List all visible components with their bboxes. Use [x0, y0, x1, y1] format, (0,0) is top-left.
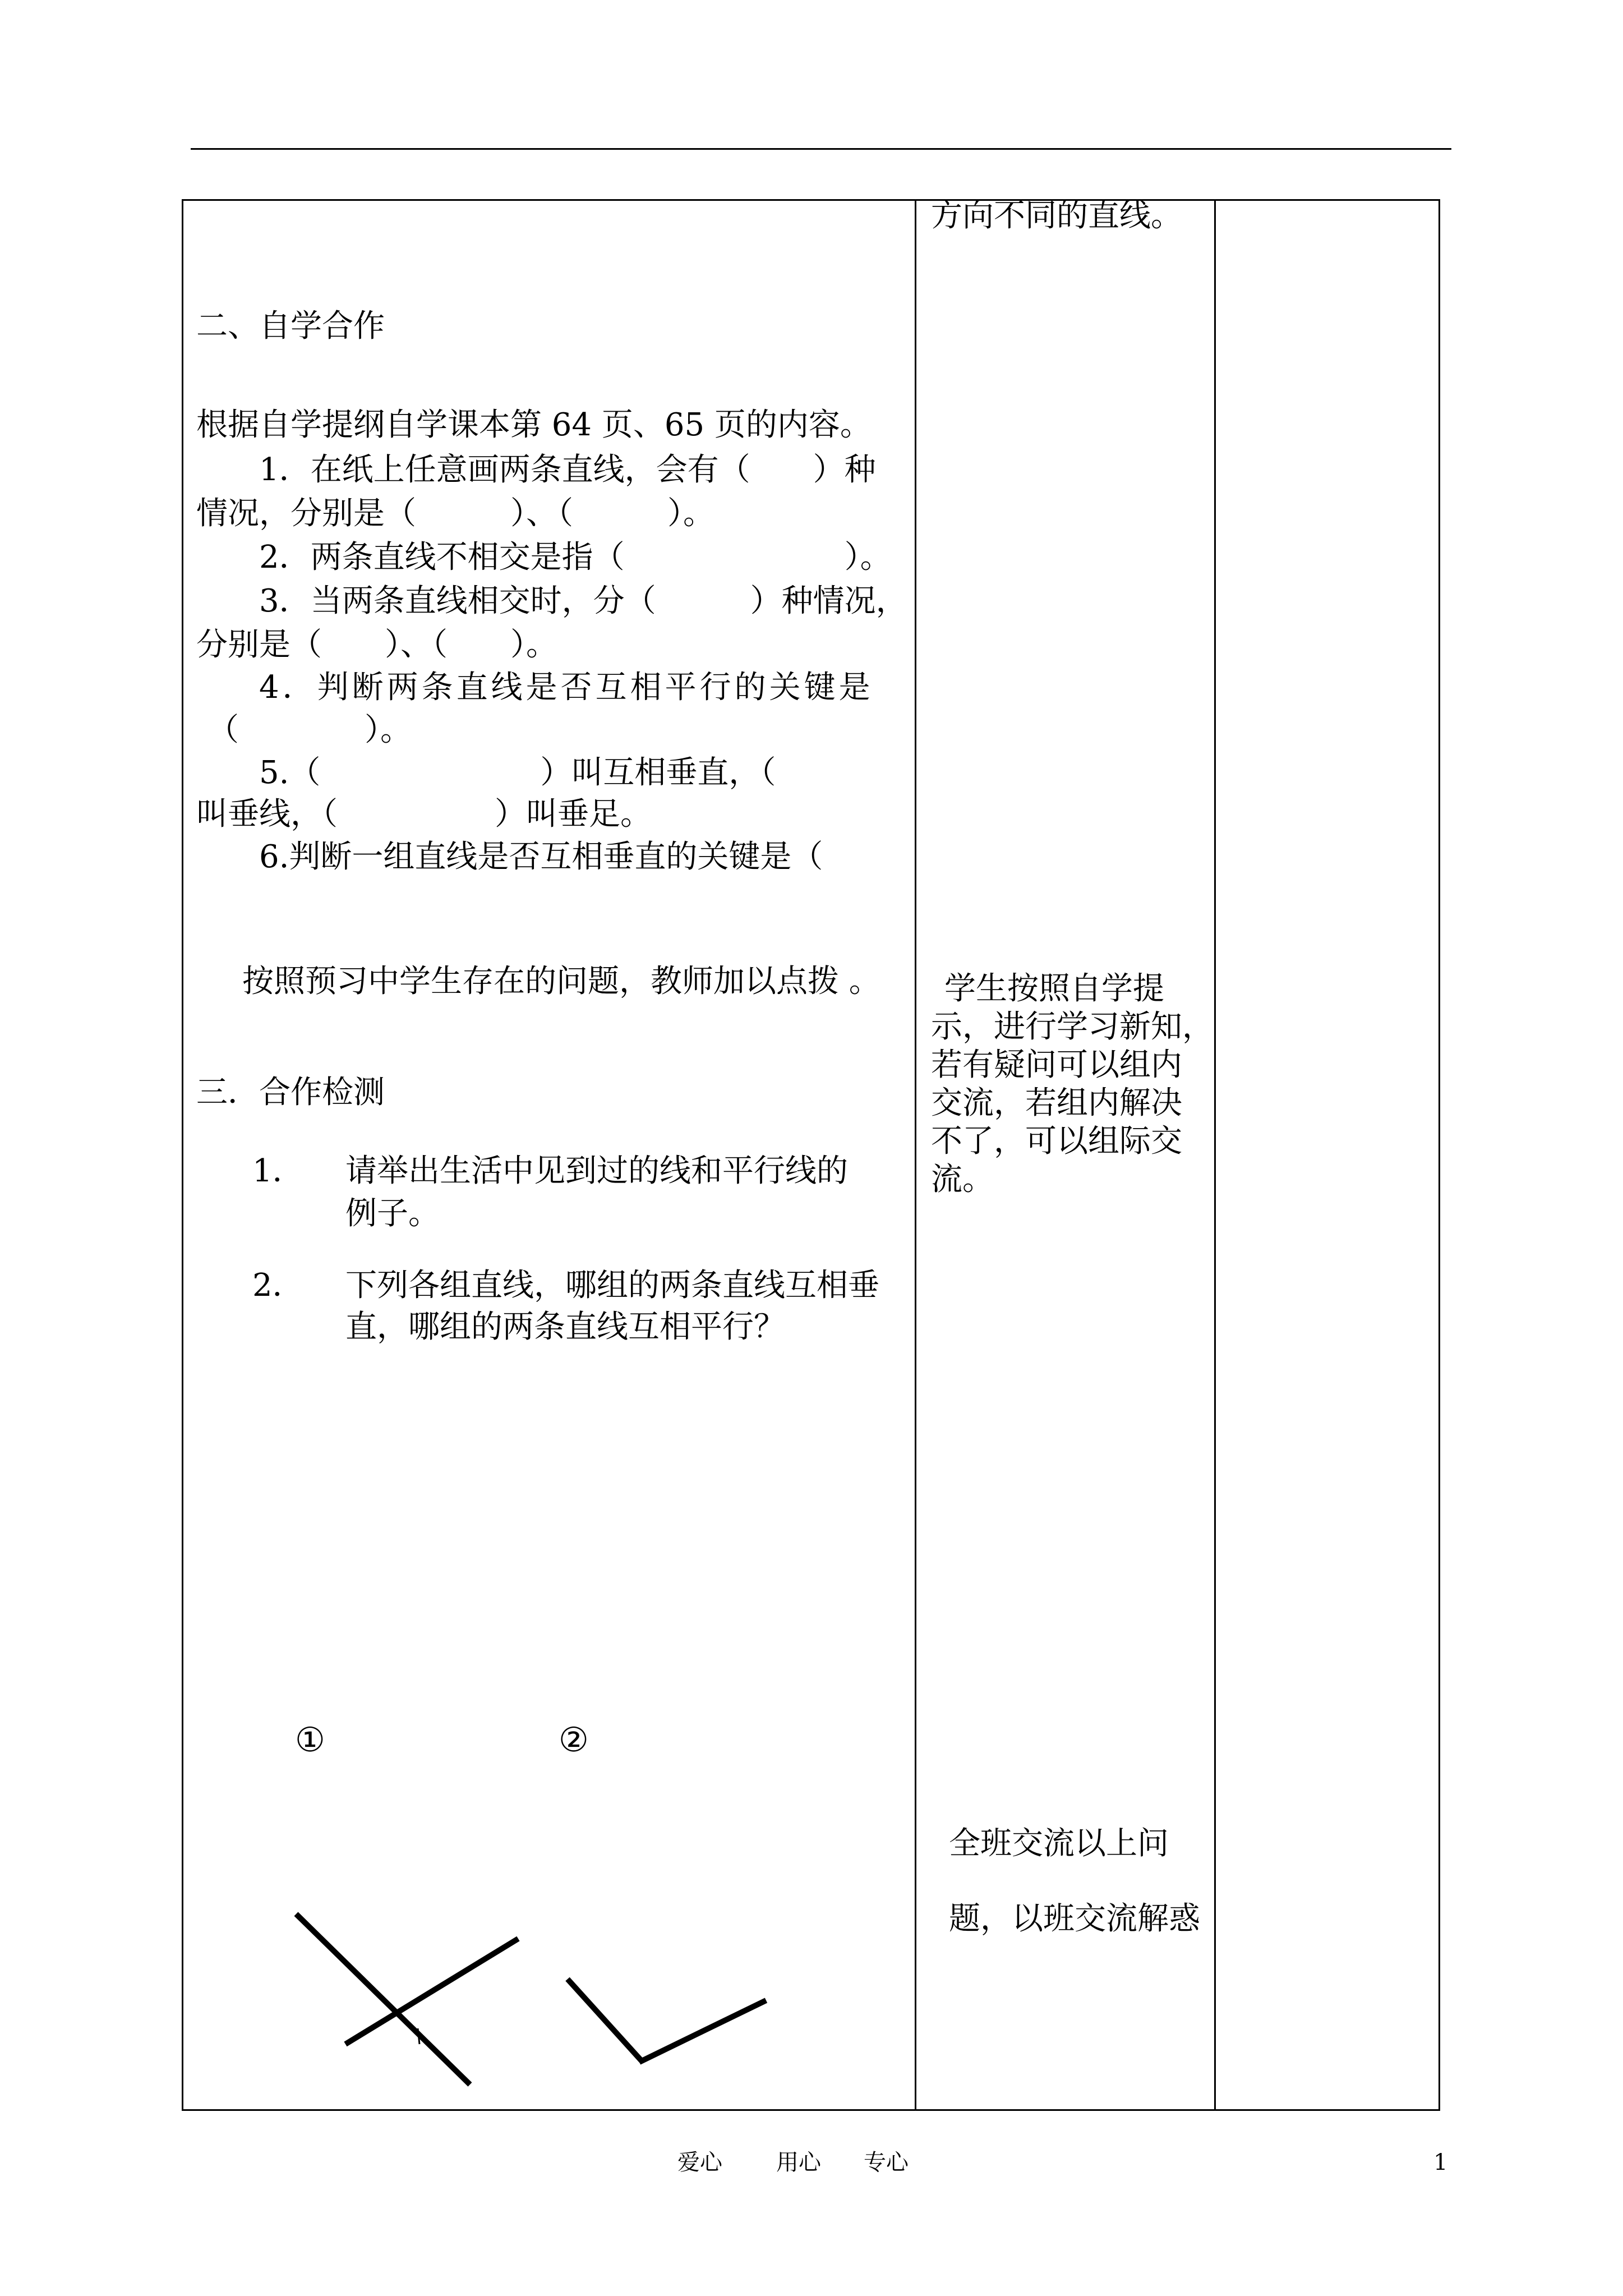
section2-title: 二、自学合作 [196, 308, 385, 344]
q5-line2: 叫垂线，（ ）叫垂足。 [196, 796, 652, 832]
q3-line2: 分别是（ ）、（ ）。 [196, 627, 557, 663]
check-item-2-number: 2． [252, 1267, 304, 1304]
footer-motto-2: 用心 [776, 2150, 821, 2175]
teacher-note: 按照预习中学生存在的问题，教师加以点拨 。 [242, 963, 880, 1000]
figure-2-line-a [568, 1979, 643, 2062]
q2: 2．两条直线不相交是指（ ）。 [259, 539, 892, 576]
figure-label-2: ② [559, 1720, 589, 1760]
figure-label-1: ① [295, 1720, 325, 1760]
q4-line1: 4．判断两条直线是否互相平行的关键是 [259, 669, 874, 706]
section3-title: 三．合作检测 [196, 1074, 385, 1111]
check-item-2-line1: 下列各组直线，哪组的两条直线互相垂 [345, 1267, 879, 1304]
figure-1-tick-mark [418, 2028, 419, 2044]
student-guide-line-3: 若有疑问可以组内 [931, 1047, 1182, 1083]
student-guide-line-5: 不了，可以组际交 [931, 1123, 1182, 1159]
check-item-2-line2: 直，哪组的两条直线互相平行？ [345, 1309, 785, 1345]
class-exchange-line-1: 全班交流以上问 [949, 1825, 1169, 1862]
footer-motto-3: 专心 [864, 2150, 909, 2175]
q3-line1: 3．当两条直线相交时，分（ ）种情况， [259, 583, 907, 619]
check-item-1-number: 1． [252, 1153, 304, 1189]
student-guide-line-6: 流。 [931, 1161, 994, 1198]
q5-line1: 5.（ ）叫互相垂直，（ [259, 754, 776, 791]
student-guide-line-4: 交流，若组内解决 [931, 1085, 1182, 1121]
col2-continuation: 方向不同的直线。 [931, 197, 1182, 234]
footer-motto-1: 爱心 [677, 2150, 722, 2175]
q1-line1: 1．在纸上任意画两条直线，会有（ ）种 [259, 452, 876, 488]
page-number: 1 [1433, 2150, 1448, 2175]
check-item-1-line1: 请举出生活中见到过的线和平行线的 [345, 1153, 848, 1189]
q4-line2: （ ）。 [208, 712, 412, 748]
check-item-1-line2: 例子。 [345, 1195, 440, 1232]
q6: 6.判断一组直线是否互相垂直的关键是（ [259, 839, 823, 875]
figure-1-line-a [296, 1914, 470, 2085]
figure-2-line-b [639, 2000, 766, 2062]
student-guide-line-2: 示，进行学习新知， [931, 1009, 1214, 1045]
q1-line2: 情况，分别是（ ）、（ ）。 [196, 495, 714, 532]
intro-text: 根据自学提纲自学课本第 64 页、65 页的内容。 [196, 407, 872, 443]
student-guide-line-1: 学生按照自学提 [944, 970, 1164, 1007]
class-exchange-line-2: 题，以班交流解惑 [949, 1901, 1200, 1937]
